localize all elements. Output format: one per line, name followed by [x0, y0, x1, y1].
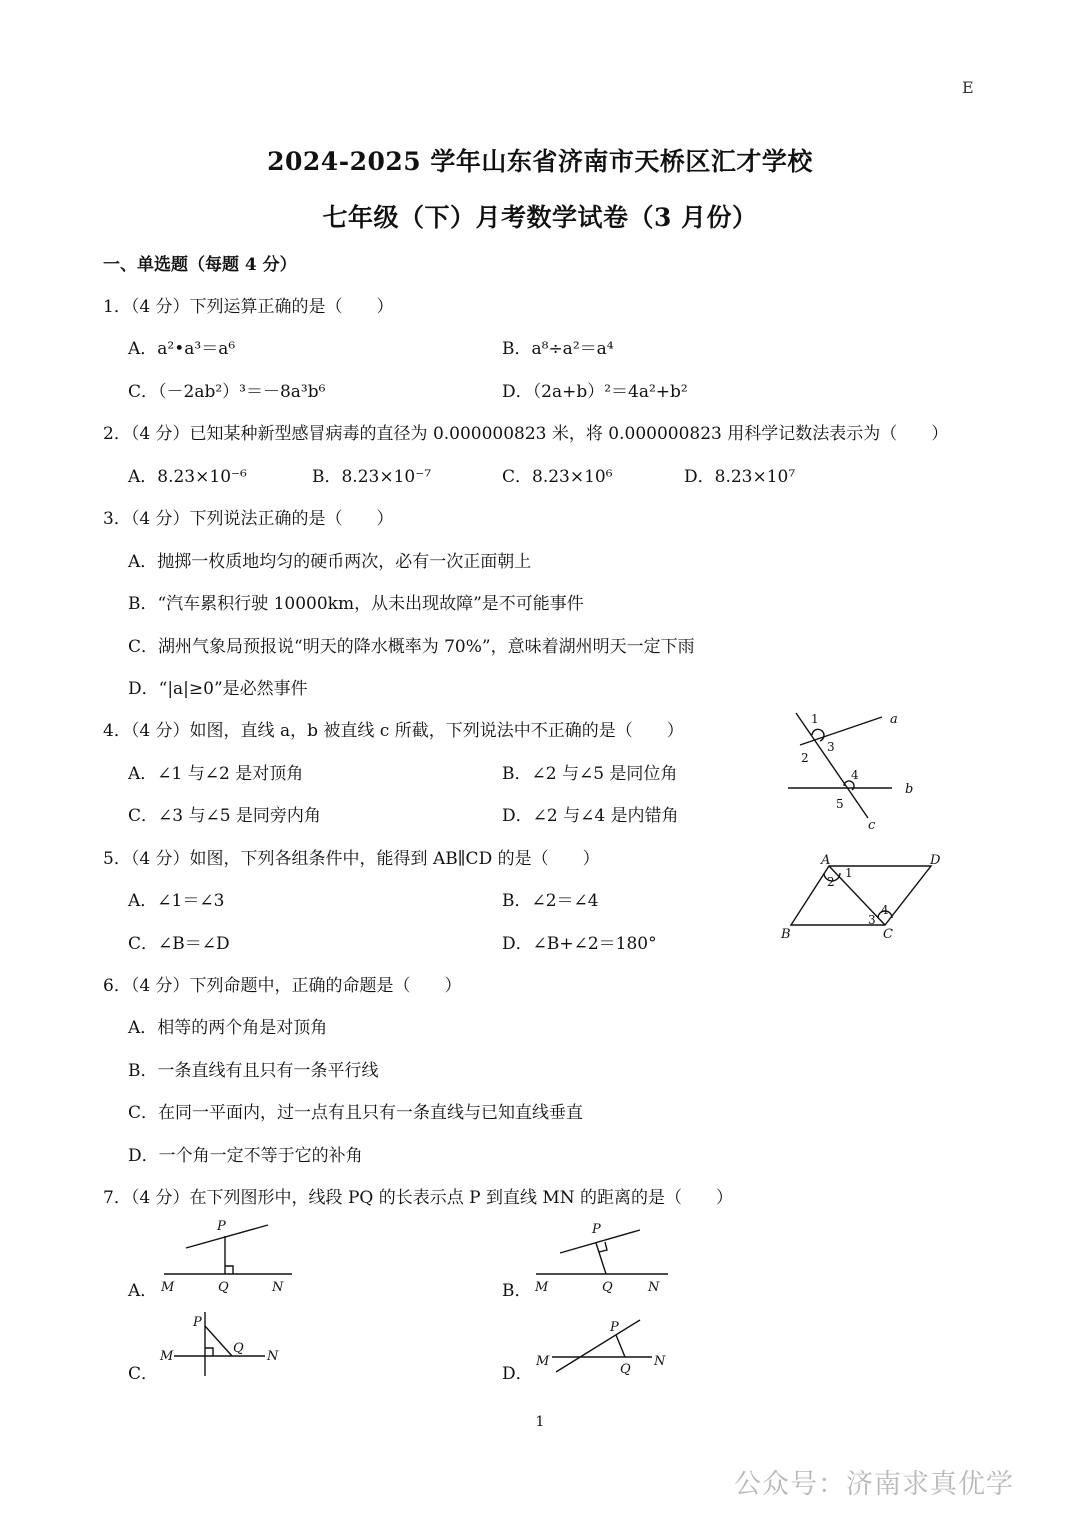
q7c-label-m: M [160, 1349, 174, 1364]
q1-option-d: D．（2a+b）²＝4a²+b² [502, 382, 688, 402]
q7-option-b: B． [502, 1281, 532, 1301]
q7b-label-m: M [535, 1280, 549, 1295]
q5-label-a: A [821, 853, 831, 868]
q7d-segment-pq [616, 1335, 625, 1357]
q4-label-a: a [890, 712, 898, 727]
q3-option-a: A．抛掷一枚质地均匀的硬币两次，必有一次正面朝上 [128, 552, 532, 572]
q2-option-c: C．8.23×10⁶ [502, 467, 613, 487]
q4-angle-1: 1 [811, 712, 819, 726]
q5-label-b: B [781, 927, 791, 942]
q7b-label-q: Q [602, 1280, 613, 1295]
q7-option-d: D． [502, 1364, 533, 1384]
q7c-label-q: Q [233, 1341, 244, 1356]
q6-option-a: A．相等的两个角是对顶角 [128, 1018, 328, 1038]
q4-angle-2: 2 [801, 751, 809, 765]
q1-option-b: B．a⁸÷a²＝a⁴ [502, 339, 614, 359]
q3-option-b: B．“汽车累积行驶 10000km，从未出现故障”是不可能事件 [128, 594, 584, 614]
q4-angle-5: 5 [836, 797, 844, 811]
q7b-label-n: N [648, 1280, 660, 1295]
q7-stem: 7．（4 分）在下列图形中，线段 PQ 的长表示点 P 到直线 MN 的距离的是（ ） [103, 1188, 734, 1208]
q4-angle-4: 4 [851, 768, 859, 782]
q7d-label-m: M [536, 1354, 550, 1369]
exam-title-line2: 七年级（下）月考数学试卷（3 月份） [322, 203, 758, 232]
q3-stem: 3．（4 分）下列说法正确的是（ ） [103, 509, 394, 529]
q7a-label-n: N [272, 1280, 284, 1295]
q6-option-d: D．一个角一定不等于它的补角 [128, 1146, 363, 1166]
corner-mark: E [962, 78, 974, 97]
q4-option-a: A．∠1 与∠2 是对顶角 [128, 764, 304, 784]
q1-stem: 1．（4 分）下列运算正确的是（ ） [103, 297, 394, 317]
q7-option-a: A． [128, 1281, 158, 1301]
q7d-label-n: N [654, 1354, 666, 1369]
q5-option-b: B．∠2＝∠4 [502, 891, 599, 911]
page-number: 1 [535, 1414, 545, 1430]
q5-option-c: C．∠B＝∠D [128, 934, 230, 954]
q2-option-b: B．8.23×10⁻⁷ [312, 467, 432, 487]
q5-angle-3: 3 [868, 913, 876, 927]
q6-option-c: C．在同一平面内，过一点有且只有一条直线与已知直线垂直 [128, 1103, 584, 1123]
q7d-label-p: P [610, 1320, 619, 1335]
q6-stem: 6．（4 分）下列命题中，正确的命题是（ ） [103, 976, 462, 996]
q2-option-a: A．8.23×10⁻⁶ [128, 467, 247, 487]
q4-label-b: b [905, 782, 914, 797]
q2-option-d: D．8.23×10⁷ [684, 467, 796, 487]
q5-angle-2: 2 [827, 875, 835, 889]
q7a-label-p: P [217, 1219, 226, 1234]
q1-option-a: A．a²•a³＝a⁶ [128, 339, 236, 359]
q5-angle-4: 4 [881, 903, 889, 917]
q7b-label-p: P [592, 1222, 601, 1237]
exam-title-line1: 2024-2025 学年山东省济南市天桥区汇才学校 [267, 147, 813, 176]
q2-stem: 2．（4 分）已知某种新型感冒病毒的直径为 0.000000823 米，将 0.000000823 用科学记数法表示为（ ） [103, 424, 949, 444]
q4-label-c: c [868, 818, 876, 833]
q1-option-c: C．（－2ab²）³＝－8a³b⁶ [128, 382, 326, 402]
q4-stem: 4．（4 分）如图，直线 a，b 被直线 c 所截，下列说法中不正确的是（ ） [103, 721, 684, 741]
q3-option-c: C．湖州气象局预报说“明天的降水概率为 70%”，意味着湖州明天一定下雨 [128, 637, 695, 657]
q7-option-c: C． [128, 1364, 159, 1384]
q3-option-d: D．“|a|≥0”是必然事件 [128, 679, 308, 699]
q7c-label-p: P [193, 1315, 202, 1330]
q5-angle-1: 1 [845, 866, 853, 880]
q7a-label-q: Q [218, 1280, 229, 1295]
section-heading: 一、单选题（每题 4 分） [103, 255, 297, 275]
q5-label-d: D [930, 853, 941, 868]
q4-option-c: C．∠3 与∠5 是同旁内角 [128, 806, 321, 826]
q5-option-d: D．∠B+∠2＝180° [502, 934, 657, 954]
q7a-label-m: M [161, 1280, 175, 1295]
watermark: 公众号：济南求真优学 [734, 1469, 1014, 1500]
q5-option-a: A．∠1＝∠3 [128, 891, 225, 911]
q7d-label-q: Q [620, 1362, 631, 1377]
q6-option-b: B．一条直线有且只有一条平行线 [128, 1061, 379, 1081]
q5-label-c: C [883, 927, 893, 942]
q7c-label-n: N [267, 1349, 279, 1364]
q4-option-d: D．∠2 与∠4 是内错角 [502, 806, 679, 826]
q4-angle-3: 3 [827, 740, 835, 754]
q5-stem: 5．（4 分）如图，下列各组条件中，能得到 AB∥CD 的是（ ） [103, 849, 600, 869]
q4-option-b: B．∠2 与∠5 是同位角 [502, 764, 678, 784]
